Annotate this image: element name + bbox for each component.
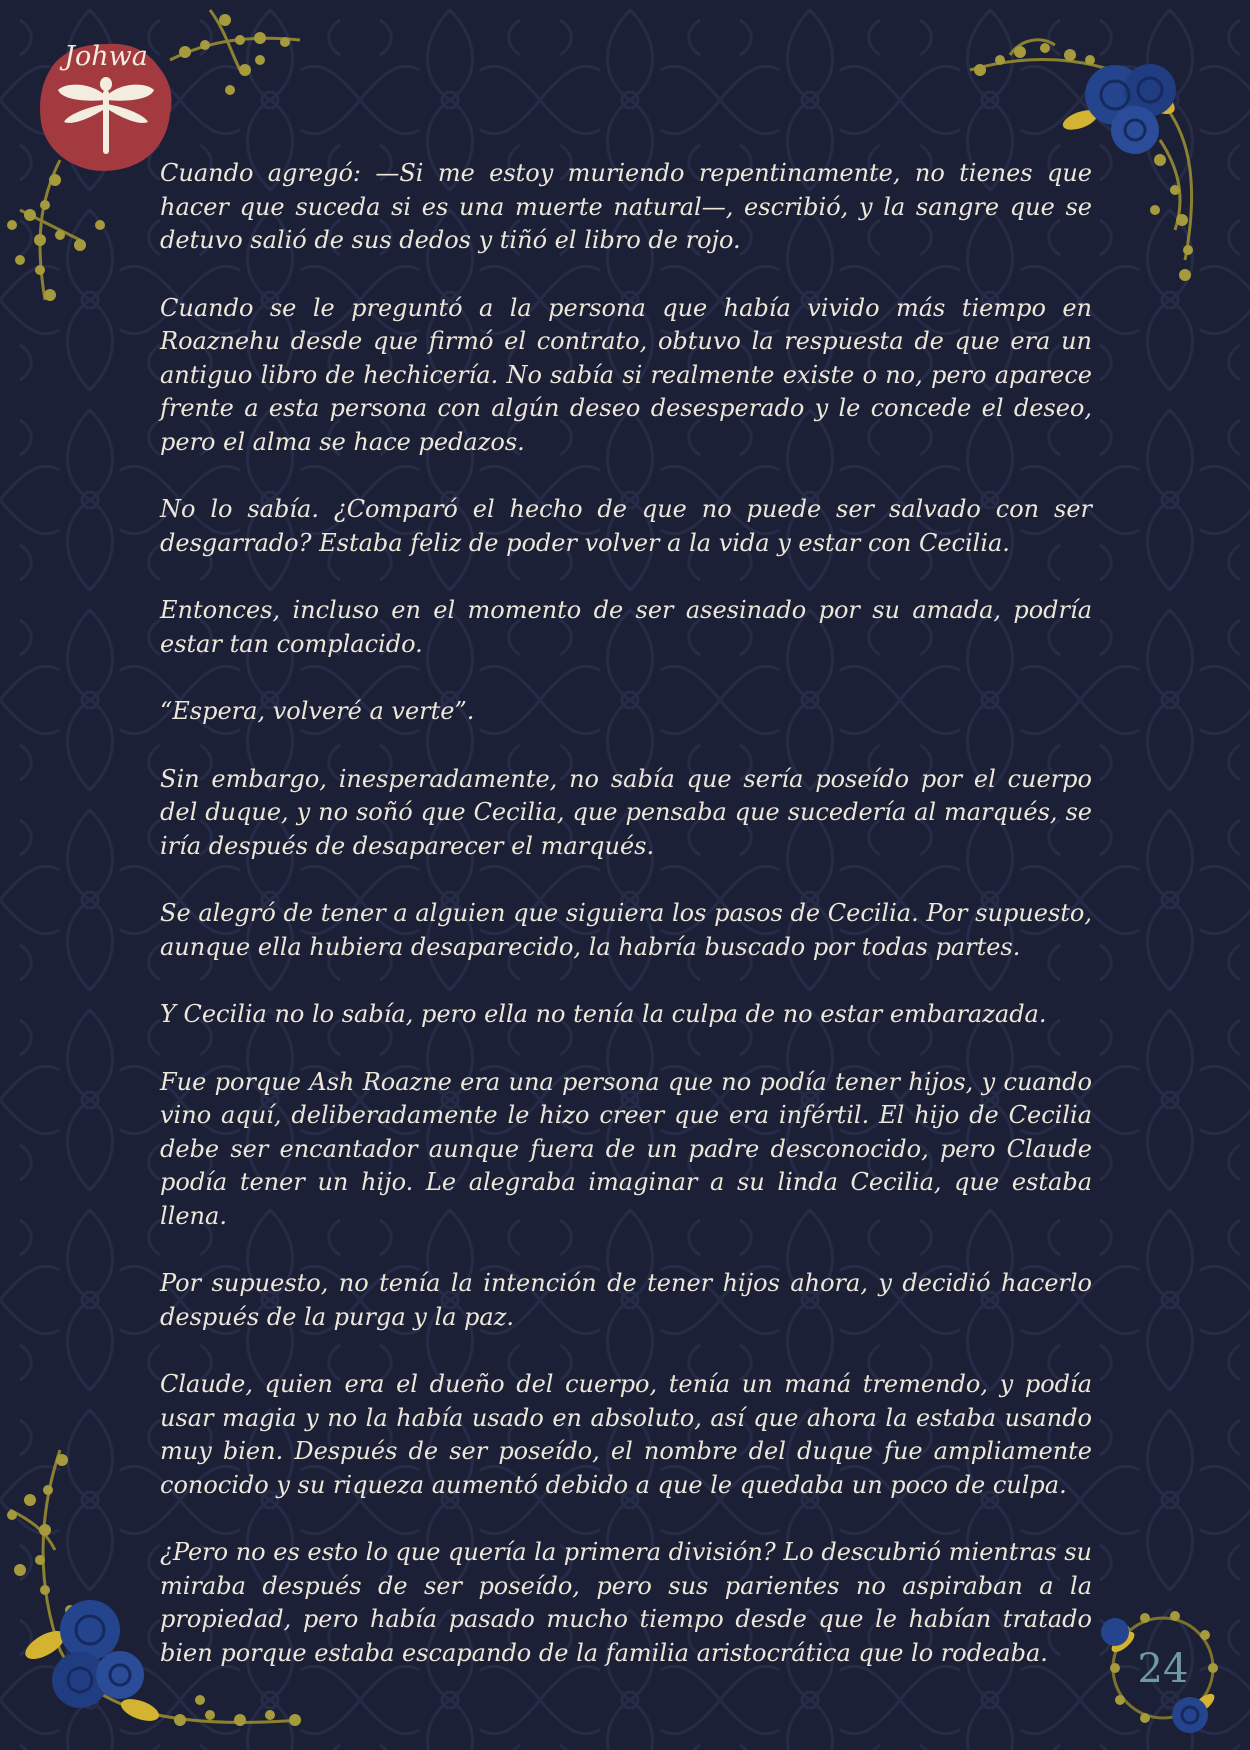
paragraph: Cuando se le preguntó a la persona que había vivido más tiempo en Roaznehu desde que firmó el contrato, obtuvo la respuesta de que era un antiguo libro de hechicería. No sabía si realmente existe o no, pero aparece frente a esta persona con algún deseo desesperado y le concede el deseo, pero el alma se hace pedazos. (160, 293, 1092, 456)
paragraph: Y Cecilia no lo sabía, pero ella no tenía la culpa de no estar embarazada. (160, 1000, 1047, 1028)
paragraph: Entonces, incluso en el momento de ser asesinado por su amada, podría estar tan complacido. (160, 596, 1092, 658)
page-number: 24 (1137, 1646, 1189, 1692)
paragraph: Se alegró de tener a alguien que siguiera los pasos de Cecilia. Por supuesto, aunque ella hubiera desaparecido, la habría buscado por todas partes. (160, 899, 1092, 961)
logo-title: Johwa (64, 41, 148, 72)
paragraph: Sin embargo, inesperadamente, no sabía que sería poseído por el cuerpo del duque, y no soñó que Cecilia, que pensaba que sucedería al marqués, se iría después de desaparecer el marqués. (160, 764, 1092, 860)
paragraph: “Espera, volveré a verte”. (160, 697, 475, 725)
paragraph: Fue porque Ash Roazne era una persona que no podía tener hijos, y cuando vino aquí, deliberadamente le hizo creer que era infértil. El hijo de Cecilia debe ser encantador aunque fuera de un padre desconocido, pero Claude podía tener un hijo. Le alegraba imaginar a su linda Cecilia, que estaba llena. (160, 1067, 1092, 1230)
page-body (160, 157, 1092, 1704)
dragonfly-icon (56, 74, 156, 164)
johwa-logo (36, 38, 176, 178)
paragraph: Por supuesto, no tenía la intención de tener hijos ahora, y decidió hacerlo después de la purga y la paz. (160, 1269, 1092, 1331)
paragraph: Claude, quien era el dueño del cuerpo, tenía un maná tremendo, y podía usar magia y no la había usado en absoluto, así que ahora la estaba usando muy bien. Después de ser poseído, el nombre del duque fue ampliamente conocido y su riqueza aumentó debido a que le quedaba un poco de culpa. (160, 1370, 1092, 1499)
paragraph: ¿Pero no es esto lo que quería la primera división? Lo descubrió mientras su miraba después de ser poseído, pero sus parientes no aspiraban a la propiedad, pero había pasado mucho tiempo desde que le habían tratado bien porque estaba escapando de la familia aristocrática que lo rodeaba. (160, 1538, 1092, 1667)
paragraph: No lo sabía. ¿Comparó el hecho de que no puede ser salvado con ser desgarrado? Estaba feliz de poder volver a la vida y estar con Cecilia. (160, 495, 1092, 557)
paragraph: Cuando agregó: —Si me estoy muriendo repentinamente, no tienes que hacer que suceda si es una muerte natural—, escribió, y la sangre que se detuvo salió de sus dedos y tiñó el libro de rojo. (160, 159, 1092, 254)
